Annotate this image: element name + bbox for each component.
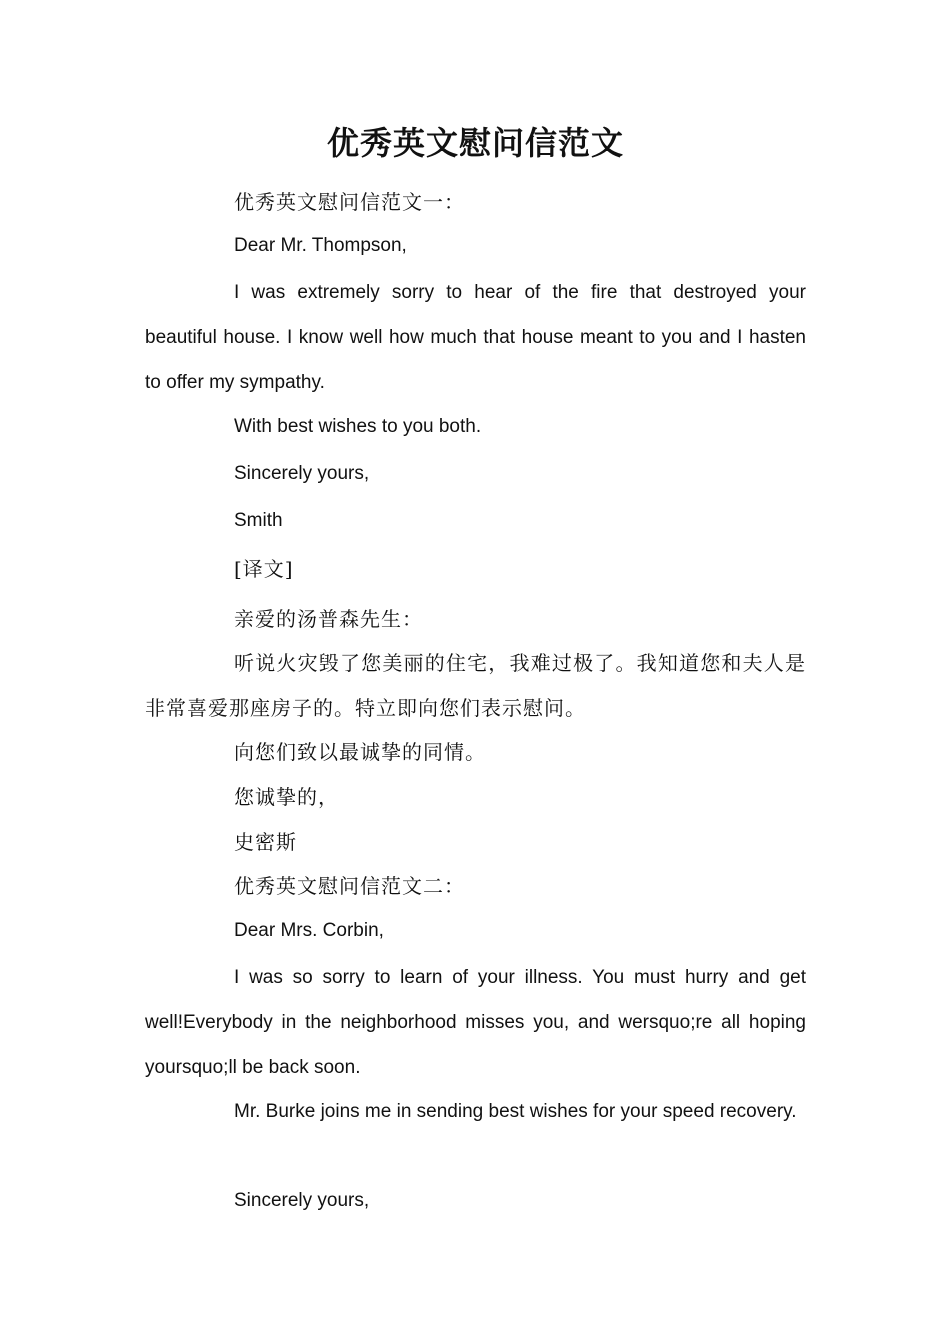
section-heading-2: 优秀英文慰问信范文二： bbox=[234, 874, 465, 898]
translation-salutation: 亲爱的汤普森先生： bbox=[234, 607, 423, 631]
body-paragraph-2: I was so sorry to learn of your illness. You must hurry and get well!Everybody in the neighborhood misses you, and wersquo;re all hoping yoursquo;ll be back soon. bbox=[145, 967, 806, 1078]
sign-off-1: Sincerely yours, bbox=[234, 463, 370, 484]
translation-label: [译文] bbox=[234, 557, 294, 581]
translation-signature: 史密斯 bbox=[234, 830, 297, 854]
signature-1: Smith bbox=[234, 510, 283, 531]
body-paragraph-1: I was extremely sorry to hear of the fire that destroyed your beautiful house. I know well how much that house meant to you and I hasten to offer my sympathy. bbox=[145, 282, 806, 393]
body-paragraph-3: Mr. Burke joins me in sending best wishes for your speed recovery. bbox=[234, 1101, 797, 1122]
sign-off-2: Sincerely yours, bbox=[234, 1190, 370, 1211]
document-title: 优秀英文慰问信范文 bbox=[326, 124, 624, 162]
translation-body: 听说火灾毁了您美丽的住宅，我难过极了。我知道您和夫人是非常喜爱那座房子的。特立即向您们表示慰问。 bbox=[145, 651, 806, 720]
translation-closing-wish: 向您们致以最诚挚的同情。 bbox=[234, 740, 486, 764]
salutation-2: Dear Mrs. Corbin, bbox=[234, 920, 384, 941]
section-heading-1: 优秀英文慰问信范文一： bbox=[234, 190, 465, 214]
translation-sign-off: 您诚挚的， bbox=[234, 785, 339, 809]
closing-wish-1: With best wishes to you both. bbox=[234, 416, 482, 437]
salutation-1: Dear Mr. Thompson, bbox=[234, 235, 407, 256]
